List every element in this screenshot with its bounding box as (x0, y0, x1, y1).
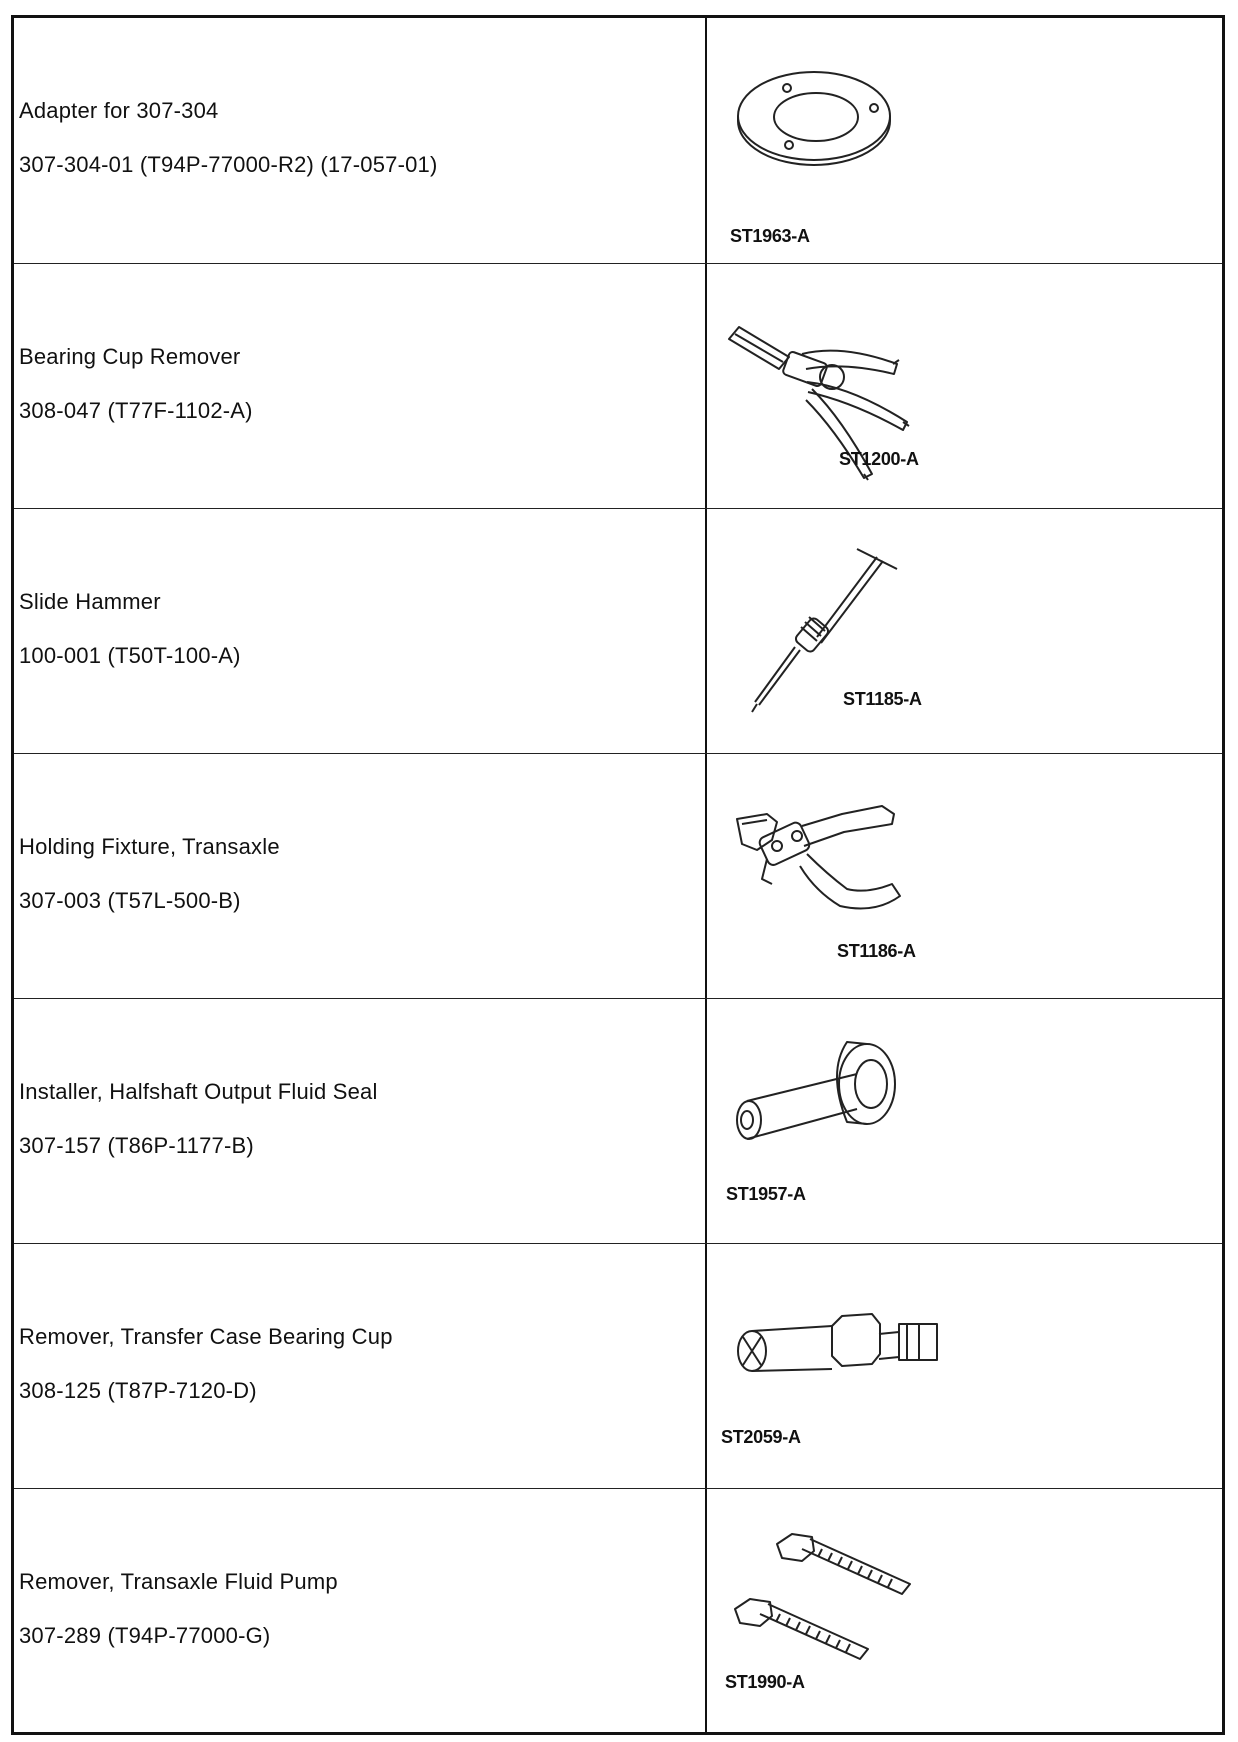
tool-illustration-cell (707, 1489, 1222, 1734)
figure-label: ST1200-A (839, 449, 919, 469)
table-row (14, 1488, 1222, 1733)
figure-label: ST1185-A (843, 689, 922, 709)
tool-illustration-cell (707, 264, 1222, 509)
tool-name: Bearing Cup Remover (19, 344, 241, 369)
figure-label: ST1186-A (837, 941, 916, 961)
figure-label: ST1963-A (730, 226, 810, 246)
table-row (14, 753, 1222, 998)
tool-illustration-cell (707, 509, 1222, 754)
holding-fixture-icon (707, 754, 1222, 999)
table-row (14, 1243, 1222, 1488)
tool-name: Installer, Halfshaft Output Fluid Seal (19, 1079, 378, 1104)
tool-number: 307-304-01 (T94P-77000-R2) (17-057-01) (19, 152, 438, 177)
tool-illustration-cell (707, 754, 1222, 999)
tool-illustration-cell (707, 999, 1222, 1244)
tool-name: Holding Fixture, Transaxle (19, 834, 280, 859)
table-row (14, 508, 1222, 753)
figure-label: ST2059-A (721, 1427, 801, 1447)
tool-number: 307-157 (T86P-1177-B) (19, 1133, 254, 1158)
figure-label: ST1957-A (726, 1184, 806, 1204)
tool-name: Slide Hammer (19, 589, 161, 614)
tool-number: 307-003 (T57L-500-B) (19, 888, 241, 913)
tool-name: Remover, Transaxle Fluid Pump (19, 1569, 338, 1594)
bearing-cup-remover-icon (707, 264, 1222, 509)
tool-name: Remover, Transfer Case Bearing Cup (19, 1324, 393, 1349)
tool-illustration-cell (707, 1244, 1222, 1489)
tool-number: 308-047 (T77F-1102-A) (19, 398, 253, 423)
tool-name: Adapter for 307-304 (19, 98, 219, 123)
tool-number: 307-289 (T94P-77000-G) (19, 1623, 271, 1648)
table-row (14, 18, 1222, 263)
tool-number: 308-125 (T87P-7120-D) (19, 1378, 257, 1403)
table-row (14, 263, 1222, 508)
special-tools-table (11, 15, 1225, 1735)
table-row (14, 998, 1222, 1243)
slide-hammer-icon (707, 509, 1222, 754)
tool-number: 100-001 (T50T-100-A) (19, 643, 241, 668)
seal-installer-icon (707, 999, 1222, 1244)
tool-illustration-cell (707, 18, 1222, 263)
fluid-pump-remover-bolts-icon (707, 1489, 1222, 1734)
figure-label: ST1990-A (725, 1672, 805, 1692)
bearing-cup-remover-bolt-icon (707, 1244, 1222, 1489)
